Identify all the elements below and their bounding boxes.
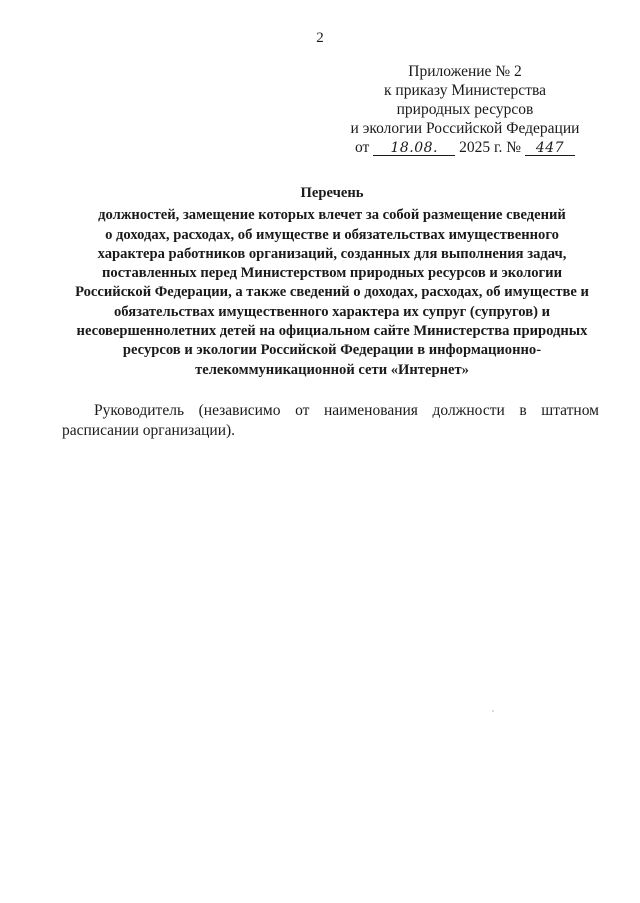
title-line: ресурсов и экологии Российской Федерации в информационно- — [122, 342, 542, 359]
date-prefix: от — [355, 139, 370, 156]
scan-speck — [492, 710, 494, 712]
document-title — [62, 184, 602, 380]
title-line: обязательствах имущественного характера их супруг (супругов) и — [113, 303, 551, 320]
title-line: характера работников организаций, созданных для выполнения задач, — [97, 245, 567, 262]
body-paragraph: Руководитель (независимо от наименования должности в штатном расписании организации). — [62, 402, 599, 439]
appendix-block — [350, 62, 580, 158]
title-line: Российской Федерации, а также сведений о доходах, расходах, об имуществе и — [75, 284, 589, 301]
title-line: о доходах, расходах, об имуществе и обязательствах имущественного — [105, 226, 559, 243]
appendix-order-ref: к приказу Министерства — [384, 82, 546, 99]
appendix-ministry-line: природных ресурсов — [396, 101, 534, 118]
appendix-date-line — [350, 138, 580, 158]
title-line: несовершеннолетних детей на официальном сайте Министерства природных — [76, 323, 588, 340]
page-number: 2 — [316, 30, 324, 46]
handwritten-date: 18.08. — [373, 139, 455, 158]
appendix-title: Приложение № 2 — [408, 63, 522, 80]
handwritten-order-number: 447 — [525, 139, 575, 158]
title-line: телекоммуникационной сети «Интернет» — [195, 361, 469, 378]
year-and-number-label: 2025 г. № — [459, 139, 522, 156]
title-line: должностей, замещение которых влечет за собой размещение сведений — [98, 207, 566, 224]
title-heading: Перечень — [300, 185, 364, 201]
title-line: поставленных перед Министерством природных ресурсов и экологии — [101, 265, 562, 282]
appendix-ministry-line-2: и экологии Российской Федерации — [350, 120, 580, 137]
